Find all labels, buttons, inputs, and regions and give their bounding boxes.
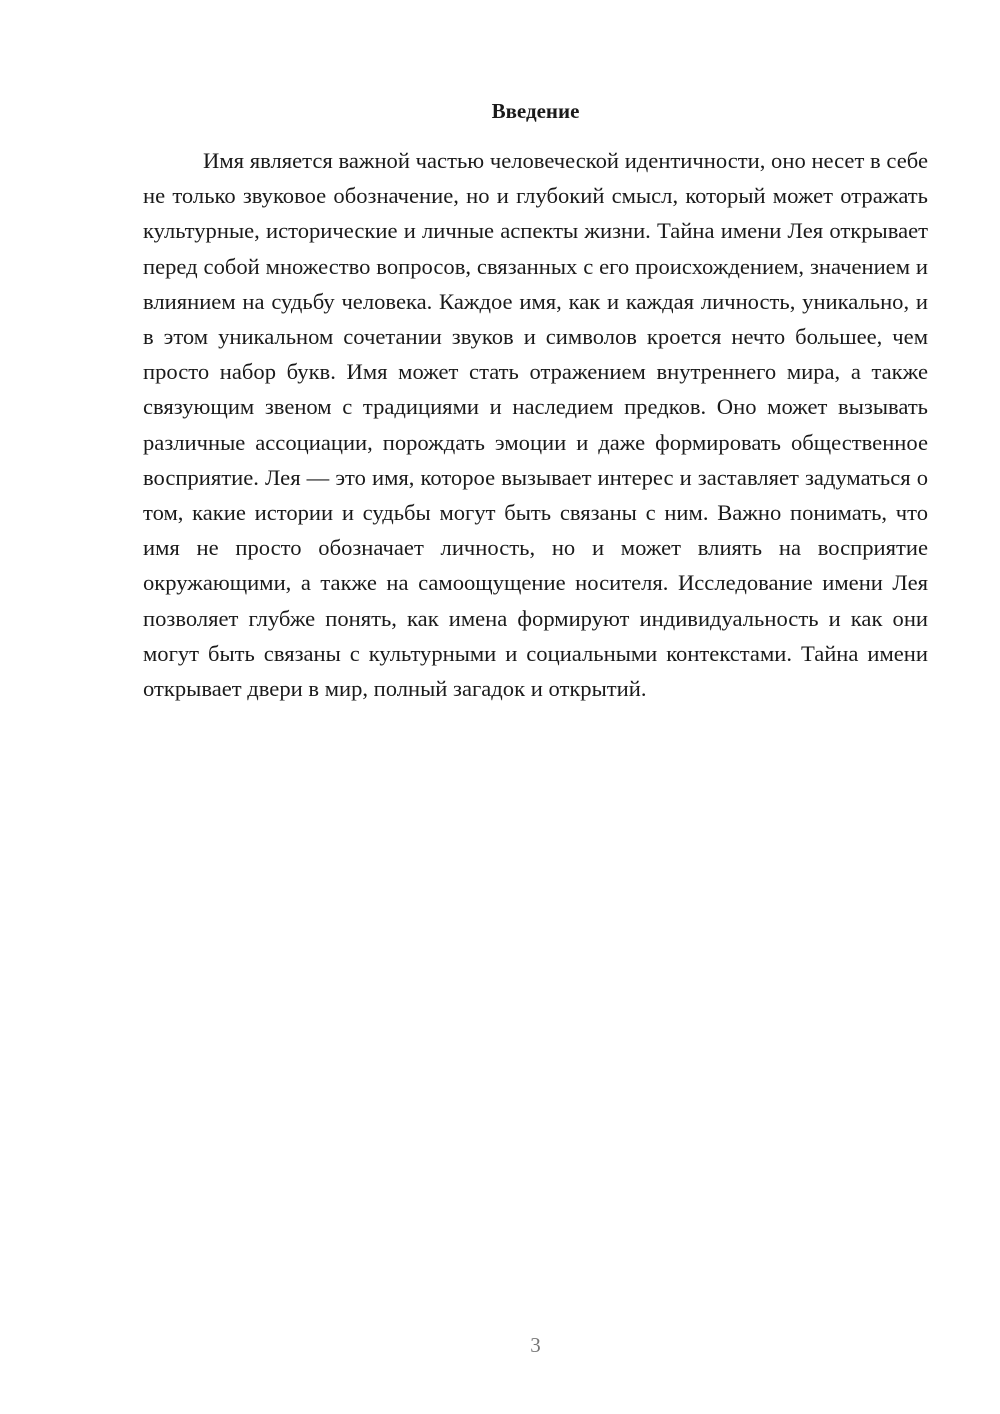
body-paragraph: Имя является важной частью человеческой идентичности, оно несет в себе не только звуковое обозначение, но и глубокий смысл, который может отражать культурные, исторические и личные аспекты жизни. Тайна имени Лея открывает перед собой множество вопросов, связанных с его происхождением, значением и влиянием на судьбу человека. Каждое имя, как и каждая личность, уникально, и в этом уникальном сочетании звуков и символов кроется нечто большее, чем просто набор букв. Имя может стать отражением внутреннего мира, а также связующим звеном с традициями и наследием предков. Оно может вызывать различные ассоциации, порождать эмоции и даже формировать общественное восприятие. Лея — это имя, которое вызывает интерес и заставляет задуматься о том, какие истории и судьбы могут быть связаны с ним. Важно понимать, что имя не просто обозначает личность, но и может влиять на восприятие окружающими, а также на самоощущение носителя. Исследование имени Лея позволяет глубже понять, как имена формируют индивидуальность и как они могут быть связаны с культурными и социальными контекстами. Тайна имени открывает двери в мир, полный загадок и открытий.: [143, 148, 928, 702]
page-number: 3: [530, 1333, 541, 1357]
section-heading: Введение: [491, 99, 580, 123]
